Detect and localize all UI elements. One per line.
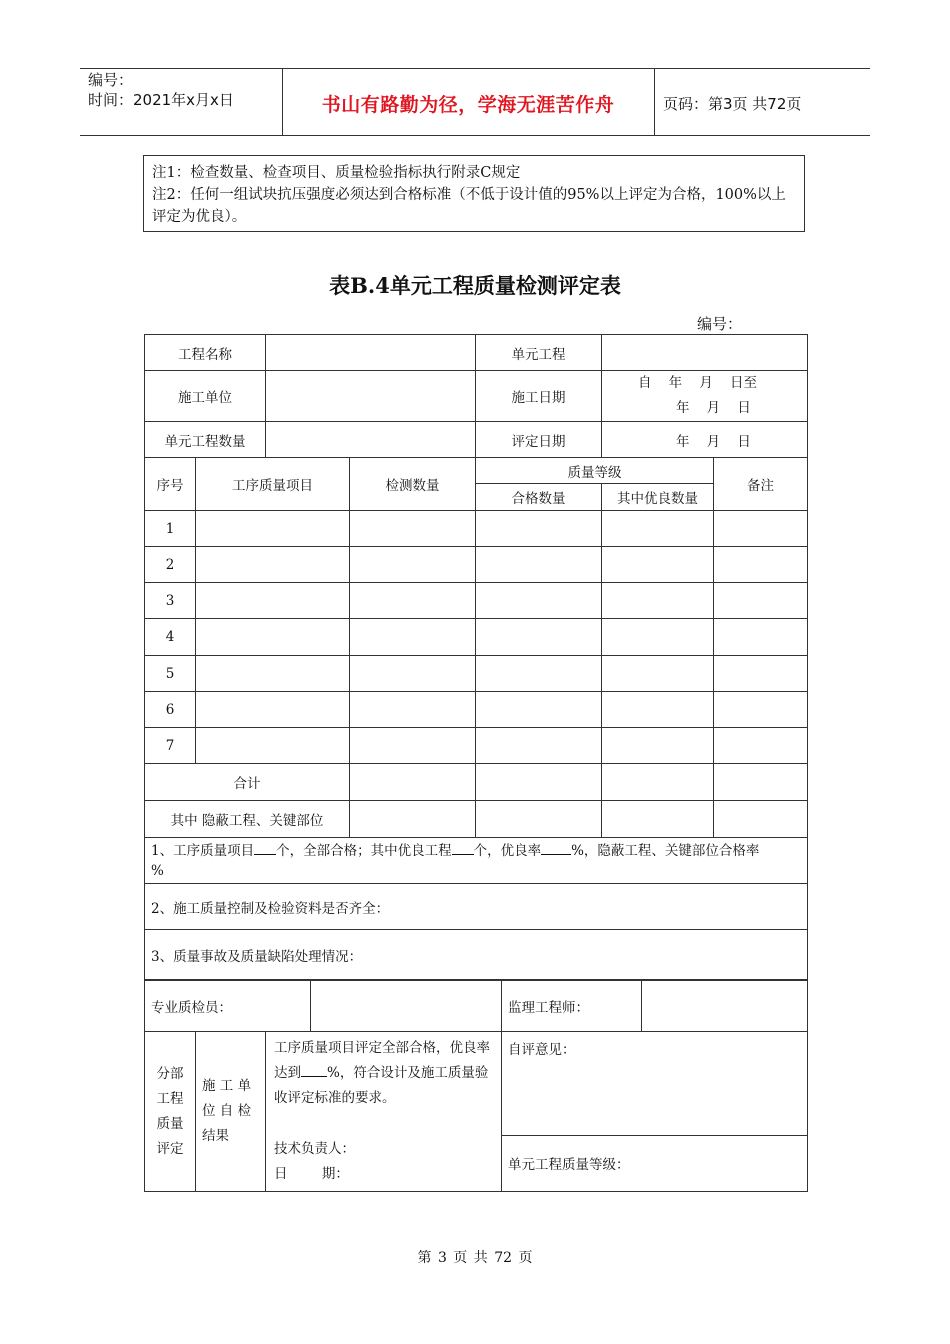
construction-date-field[interactable] <box>602 371 808 422</box>
table-row <box>145 764 808 801</box>
cell-excellent[interactable] <box>602 511 714 547</box>
blank-line <box>541 842 571 855</box>
col-remark: 备注 <box>714 458 808 511</box>
date-label: 日 期： <box>274 1166 349 1182</box>
hidden-count[interactable] <box>350 801 476 838</box>
division-eval-label <box>145 1032 196 1192</box>
blank-line <box>301 1064 327 1077</box>
header-bottom-rule <box>80 135 870 136</box>
division-1: 分部 <box>156 1065 184 1082</box>
cell-count[interactable] <box>350 728 476 764</box>
note-1: 注1：检查数量、检查项目、质量检验指标执行附录C规定 <box>152 165 521 181</box>
col-seq: 序号 <box>145 458 196 511</box>
self-check-label <box>196 1032 266 1192</box>
total-excellent[interactable] <box>602 764 714 801</box>
summary-2[interactable]: 2、施工质量控制及检验资料是否齐全： <box>145 884 808 930</box>
division-3: 质量 <box>156 1115 184 1132</box>
evaluation-row <box>145 1032 808 1136</box>
cell-remark[interactable] <box>714 619 808 656</box>
cell-count[interactable] <box>350 656 476 692</box>
summary-1-e: % <box>151 862 164 879</box>
table-row <box>145 511 808 547</box>
eval-date-value: 年 月 日 <box>676 433 751 450</box>
evaluation-table <box>144 334 808 980</box>
eval-date-label: 评定日期 <box>476 422 602 458</box>
table-header-row <box>145 458 808 484</box>
unit-count-field[interactable] <box>266 422 476 458</box>
col-grade: 质量等级 <box>476 458 714 484</box>
result-text <box>274 1036 493 1137</box>
tech-lead-label: 技术负责人： <box>274 1141 355 1157</box>
self-check-2: 位 自 检 <box>202 1103 252 1119</box>
self-check-result[interactable] <box>266 1032 502 1192</box>
date-to: 年 月 日 <box>676 400 751 416</box>
row-seq: 1 <box>145 511 196 547</box>
self-check-3: 结果 <box>202 1128 229 1144</box>
table-row <box>145 583 808 619</box>
summary-1-b: 个，全部合格；其中优良工程 <box>276 842 452 859</box>
construction-date-label: 施工日期 <box>476 371 602 422</box>
date-from: 自 年 月 日至 <box>638 375 757 391</box>
header-top-rule <box>80 68 870 69</box>
header-page-info: 页码：第3页 共72页 <box>663 95 802 113</box>
project-name-field[interactable] <box>266 335 476 371</box>
cell-pass[interactable] <box>476 619 602 656</box>
project-name-label: 工程名称 <box>145 335 266 371</box>
row-seq: 2 <box>145 547 196 583</box>
summary-row-3 <box>145 930 808 980</box>
cell-item[interactable] <box>196 583 350 619</box>
cell-remark[interactable] <box>714 692 808 728</box>
cell-pass[interactable] <box>476 511 602 547</box>
row-seq: 7 <box>145 728 196 764</box>
table-row <box>145 728 808 764</box>
col-item: 工序质量项目 <box>196 458 350 511</box>
summary-row-2 <box>145 884 808 930</box>
cell-excellent[interactable] <box>602 547 714 583</box>
cell-count[interactable] <box>350 547 476 583</box>
row-seq: 5 <box>145 656 196 692</box>
cell-item[interactable] <box>196 547 350 583</box>
hidden-remark[interactable] <box>714 801 808 838</box>
cell-count[interactable] <box>350 583 476 619</box>
unit-project-field[interactable] <box>602 335 808 371</box>
cell-pass[interactable] <box>476 583 602 619</box>
cell-pass[interactable] <box>476 656 602 692</box>
col-pass: 合格数量 <box>476 484 602 511</box>
division-2: 工程 <box>156 1090 184 1107</box>
blank-line <box>254 842 276 855</box>
signature-table <box>144 980 808 1192</box>
cell-pass[interactable] <box>476 728 602 764</box>
unit-count-label: 单元工程数量 <box>145 422 266 458</box>
total-remark[interactable] <box>714 764 808 801</box>
col-excellent: 其中优良数量 <box>602 484 714 511</box>
cell-item[interactable] <box>196 511 350 547</box>
table-row <box>145 619 808 656</box>
col-count: 检测数量 <box>350 458 476 511</box>
cell-item[interactable] <box>196 728 350 764</box>
summary-row-1 <box>145 838 808 884</box>
note-2: 注2：任何一组试块抗压强度必须达到合格标准（不低于设计值的95%以上评定为合格，100%以上评定为优良）。 <box>152 187 786 225</box>
cell-excellent[interactable] <box>602 583 714 619</box>
supervisor-field[interactable] <box>642 981 808 1032</box>
eval-date-field[interactable] <box>602 422 808 458</box>
header-divider-right <box>654 68 655 135</box>
table-row <box>145 335 808 371</box>
result-a: 工序质量项目评定全部合格，优良率达到 <box>274 1040 490 1081</box>
cell-excellent[interactable] <box>602 728 714 764</box>
cell-item[interactable] <box>196 619 350 656</box>
hidden-excellent[interactable] <box>602 801 714 838</box>
hidden-pass[interactable] <box>476 801 602 838</box>
supervisor-label: 监理工程师： <box>502 981 642 1032</box>
self-check-1: 施 工 单 <box>202 1078 252 1094</box>
cell-count[interactable] <box>350 619 476 656</box>
cell-pass[interactable] <box>476 547 602 583</box>
cell-item[interactable] <box>196 656 350 692</box>
table-row <box>145 371 808 422</box>
unit-grade[interactable]: 单元工程质量等级： <box>502 1135 808 1191</box>
summary-1[interactable] <box>145 838 808 884</box>
summary-1-c: 个，优良率 <box>473 842 542 859</box>
row-seq: 4 <box>145 619 196 656</box>
cell-remark[interactable] <box>714 583 808 619</box>
signature-row <box>145 981 808 1032</box>
table-row <box>145 547 808 583</box>
unit-project-label: 单元工程 <box>476 335 602 371</box>
construction-unit-label: 施工单位 <box>145 371 266 422</box>
summary-1-d: %，隐蔽工程、关键部位合格率 <box>571 842 760 859</box>
header-time: 时间：2021年x月x日 <box>88 91 234 109</box>
cell-excellent[interactable] <box>602 656 714 692</box>
cell-remark[interactable] <box>714 656 808 692</box>
header-number: 编号： <box>88 71 134 89</box>
cell-count[interactable] <box>350 692 476 728</box>
total-label: 合计 <box>145 764 350 801</box>
notes-box <box>143 155 805 232</box>
inspector-field[interactable] <box>311 981 502 1032</box>
table-row <box>145 656 808 692</box>
inspector-label: 专业质检员： <box>145 981 311 1032</box>
cell-excellent[interactable] <box>602 619 714 656</box>
form-title: 表B.4单元工程质量检测评定表 <box>329 273 621 298</box>
cell-pass[interactable] <box>476 692 602 728</box>
construction-unit-field[interactable] <box>266 371 476 422</box>
summary-3[interactable]: 3、质量事故及质量缺陷处理情况： <box>145 930 808 980</box>
table-row <box>145 422 808 458</box>
table-row <box>145 692 808 728</box>
total-pass[interactable] <box>476 764 602 801</box>
header-meta <box>88 70 234 110</box>
form-number-label: 编号： <box>697 315 743 333</box>
hidden-label: 其中 隐蔽工程、关键部位 <box>145 801 350 838</box>
header-motto: 书山有路勤为径，学海无涯苦作舟 <box>321 94 615 116</box>
table-row <box>145 801 808 838</box>
cell-remark[interactable] <box>714 728 808 764</box>
summary-1-a: 1、工序质量项目 <box>151 842 255 859</box>
page-footer: 第 3 页 共 72 页 <box>417 1250 533 1266</box>
cell-item[interactable] <box>196 692 350 728</box>
self-opinion[interactable]: 自评意见： <box>502 1032 808 1136</box>
cell-excellent[interactable] <box>602 692 714 728</box>
cell-remark[interactable] <box>714 547 808 583</box>
result-b: %，符合设计及施工质量验收评定标准的要求。 <box>274 1065 489 1106</box>
division-4: 评定 <box>156 1140 184 1157</box>
row-seq: 6 <box>145 692 196 728</box>
row-seq: 3 <box>145 583 196 619</box>
total-count[interactable] <box>350 764 476 801</box>
blank-line <box>452 842 474 855</box>
cell-count[interactable] <box>350 511 476 547</box>
cell-remark[interactable] <box>714 511 808 547</box>
